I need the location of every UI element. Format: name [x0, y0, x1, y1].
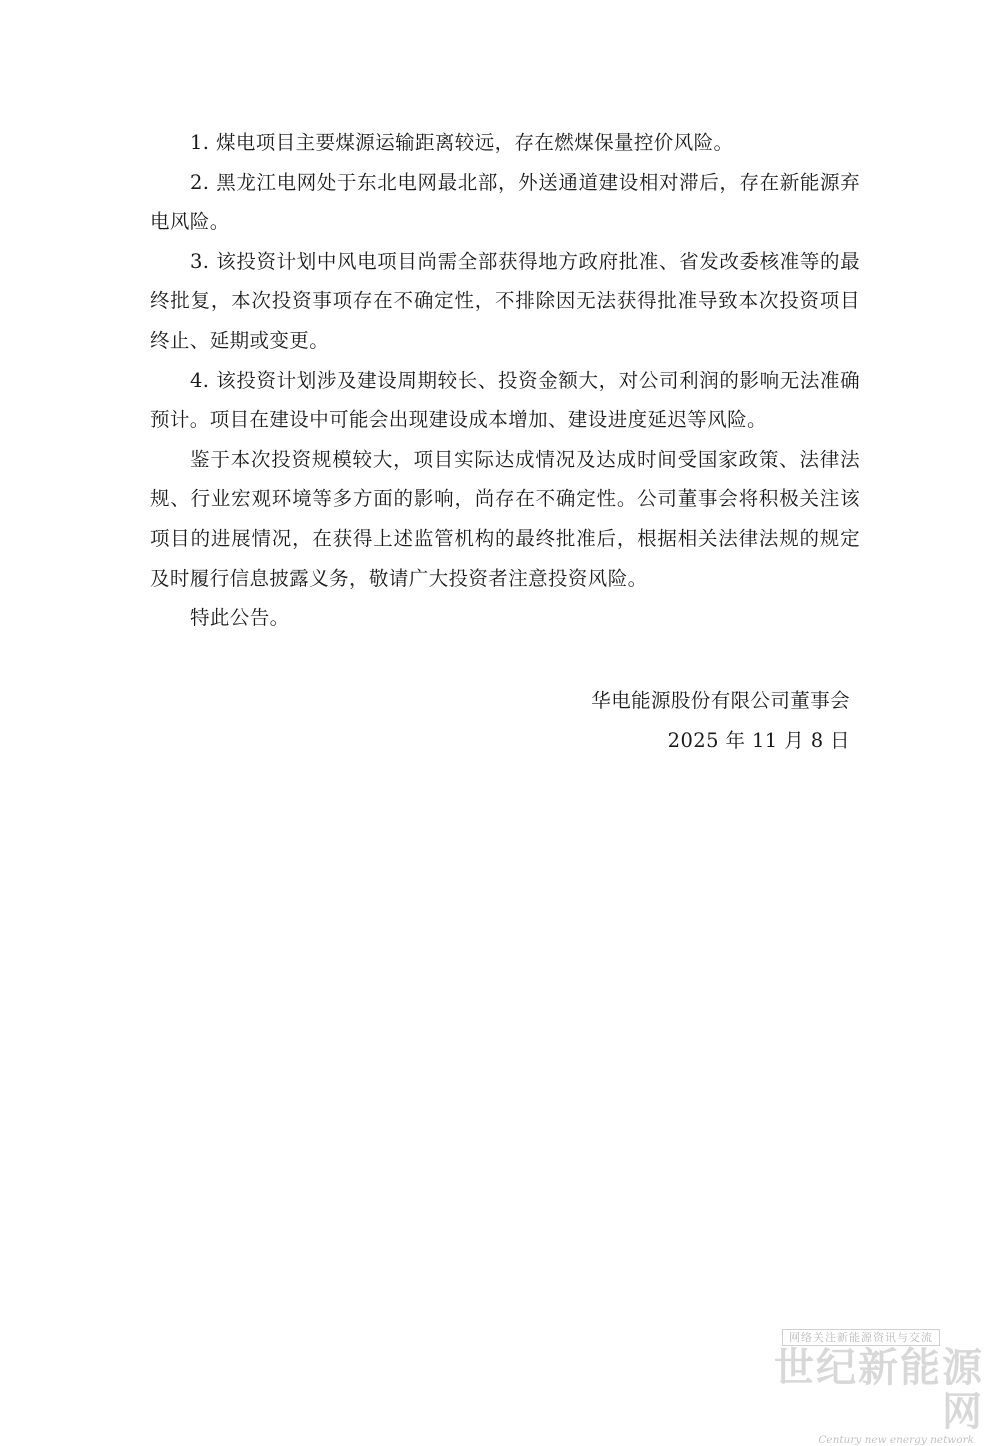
summary-paragraph: 鉴于本次投资规模较大，项目实际达成情况及达成时间受国家政策、法律法规、行业宏观环境等多方面的影响，尚存在不确定性。公司董事会将积极关注该项目的进展情况，在获得上述监管机构的最终批准后，根据相关法律法规的规定及时履行信息披露义务，敬请广大投资者注意投资风险。 [150, 447, 860, 590]
risk-item-1: 1. 煤电项目主要煤源运输距离较远，存在燃煤保量控价风险。 [190, 131, 734, 154]
site-watermark [744, 1326, 984, 1446]
watermark-brand: 世纪新能源网 [774, 1344, 984, 1435]
watermark-tagline: 网络关注新能源资讯与交流 [782, 1329, 940, 1346]
risk-item-2: 2. 黑龙江电网处于东北电网最北部，外送通道建设相对滞后，存在新能源弃电风险。 [150, 170, 860, 234]
watermark-english: Century new energy network [818, 1434, 974, 1446]
risk-item-3: 3. 该投资计划中风电项目尚需全部获得地方政府批准、省发改委核准等的最终批复，本次投资事项存在不确定性，不排除因无法获得批准导致本次投资项目终止、延期或变更。 [150, 249, 860, 352]
risk-item-4: 4. 该投资计划涉及建设周期较长、投资金额大，对公司利润的影响无法准确预计。项目在建设中可能会出现建设成本增加、建设进度延迟等风险。 [150, 368, 860, 432]
announcement-body [150, 123, 860, 638]
signature-date: 2025 年 11 月 8 日 [667, 728, 850, 752]
signature-block [450, 681, 850, 760]
closing-statement: 特此公告。 [190, 606, 290, 630]
signatory-company: 华电能源股份有限公司董事会 [591, 689, 850, 712]
